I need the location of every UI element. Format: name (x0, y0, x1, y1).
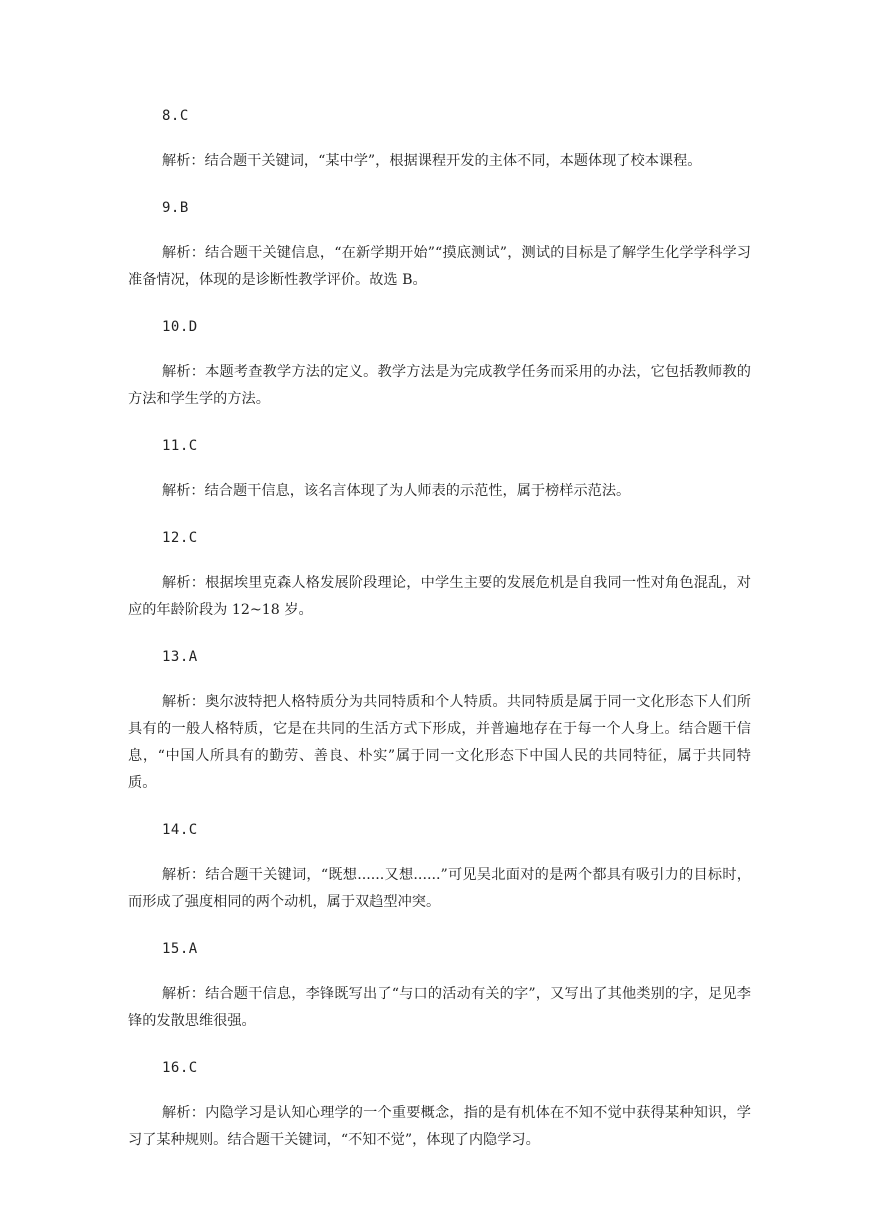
answer-number: 15.A (162, 941, 198, 957)
answer-number: 14.C (162, 822, 198, 838)
answer-explanation: 解析：内隐学习是认知心理学的一个重要概念，指的是有机体在不知不觉中获得某种知识，学习了某种规则。结合题干关键词，“不知不觉”，体现了内隐学习。 (128, 1105, 751, 1148)
answer-item-9 (128, 194, 751, 294)
answer-explanation: 解析：结合题干关键词，“既想......又想......”可见吴北面对的是两个都具有吸引力的目标时，而形成了强度相同的两个动机，属于双趋型冲突。 (128, 867, 751, 910)
answer-item-11 (128, 432, 751, 505)
answer-explanation: 解析：结合题干关键词，“某中学”，根据课程开发的主体不同，本题体现了校本课程。 (162, 153, 702, 169)
answer-explanation: 解析：结合题干信息，李锋既写出了“与口的活动有关的字”，又写出了其他类别的字，足见李锋的发散思维很强。 (128, 986, 751, 1029)
answer-explanation: 解析：根据埃里克森人格发展阶段理论，中学生主要的发展危机是自我同一性对角色混乱，对应的年龄阶段为 12~18 岁。 (128, 575, 751, 618)
answer-number: 11.C (162, 438, 198, 454)
answer-number: 10.D (162, 319, 198, 335)
answer-explanation: 解析：结合题干信息，该名言体现了为人师表的示范性，属于榜样示范法。 (162, 483, 631, 499)
answer-explanation: 解析：本题考查教学方法的定义。教学方法是为完成教学任务而采用的办法，它包括教师教的方法和学生学的方法。 (128, 364, 751, 407)
answer-item-8 (128, 102, 751, 175)
answer-item-12 (128, 524, 751, 624)
answer-item-13 (128, 643, 751, 797)
answer-number: 13.A (162, 649, 198, 665)
answer-explanation: 解析：结合题干关键信息，“在新学期开始”“摸底测试”，测试的目标是了解学生化学学科学习准备情况，体现的是诊断性教学评价。故选 B。 (128, 245, 751, 288)
answer-number: 9.B (162, 200, 189, 216)
answer-item-14 (128, 816, 751, 916)
answer-item-15 (128, 935, 751, 1035)
answer-item-10 (128, 313, 751, 413)
answer-number: 16.C (162, 1060, 198, 1076)
answer-item-16 (128, 1054, 751, 1154)
answer-number: 8.C (162, 108, 189, 124)
answer-number: 12.C (162, 530, 198, 546)
answer-explanation: 解析：奥尔波特把人格特质分为共同特质和个人特质。共同特质是属于同一文化形态下人们所具有的一般人格特质，它是在共同的生活方式下形成，并普遍地存在于每一个人身上。结合题干信息，“中国人所具有的勤劳、善良、朴实”属于同一文化形态下中国人民的共同特征，属于共同特质。 (128, 694, 751, 791)
